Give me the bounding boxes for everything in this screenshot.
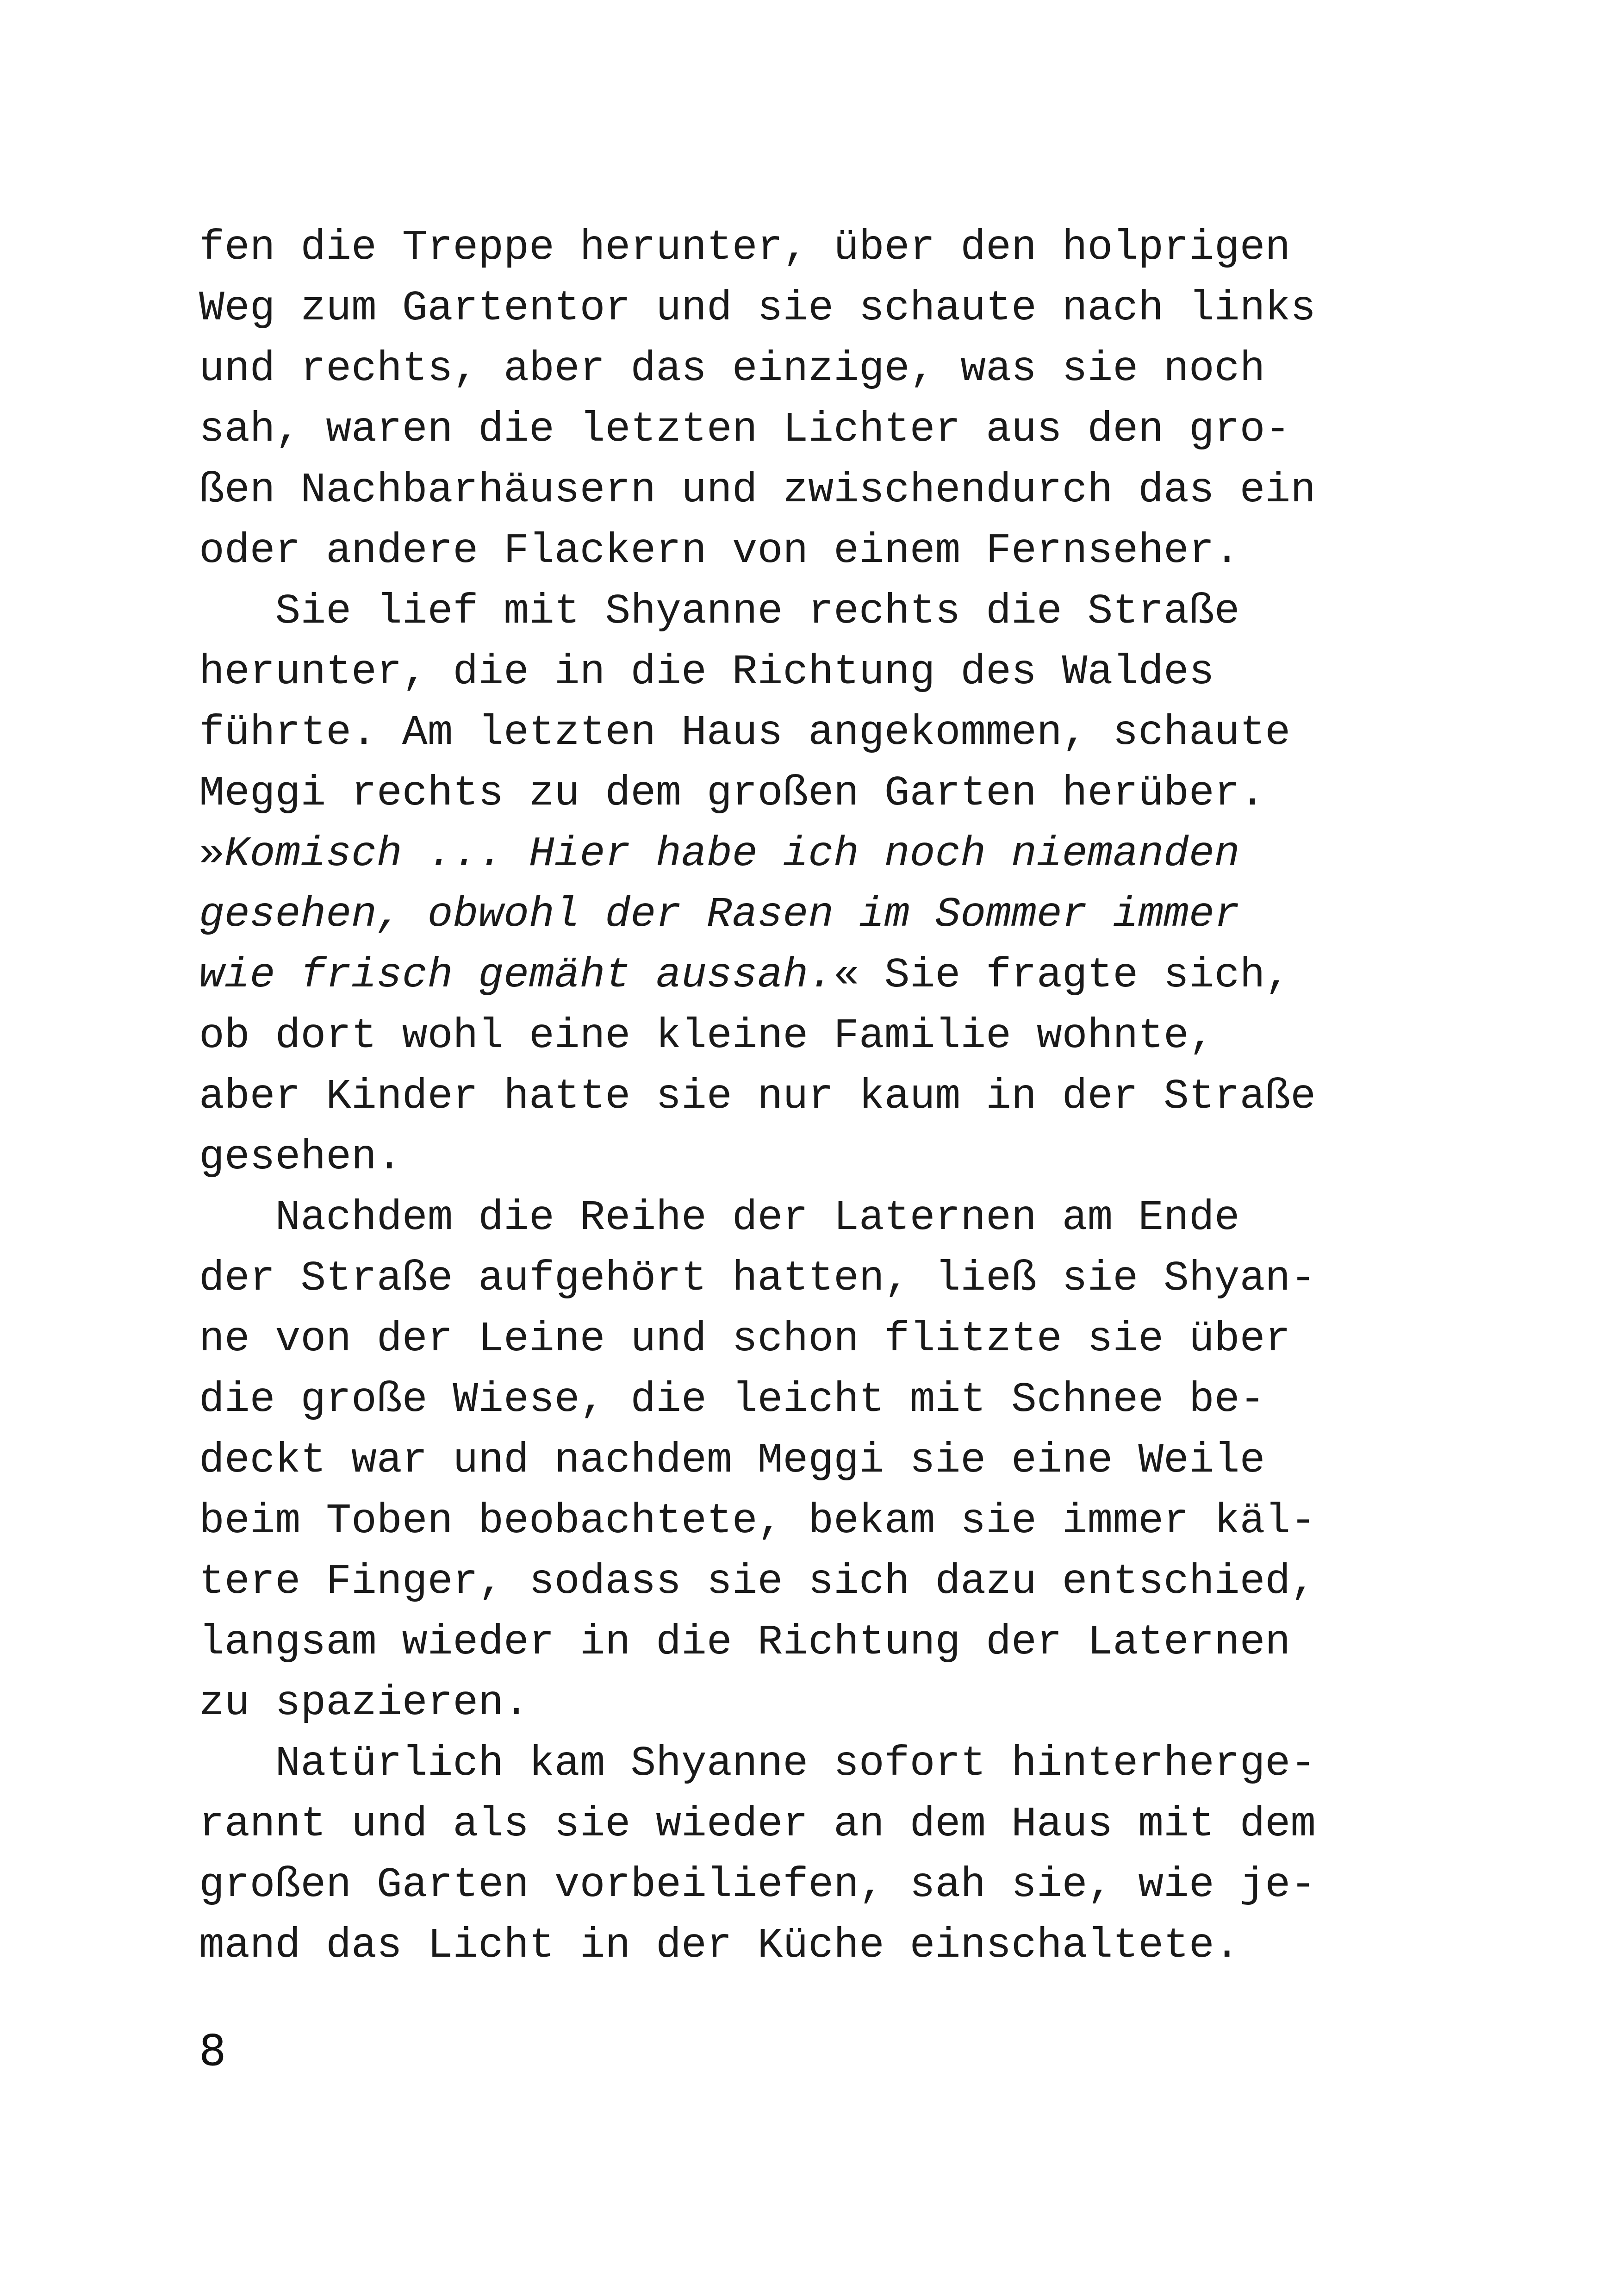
text-line (199, 824, 1449, 885)
italic-text-segment: wie frisch gemäht aussah. (199, 952, 834, 999)
page-number: 8 (199, 2026, 226, 2075)
text-line (199, 1794, 1449, 1855)
text-segment: großen Garten vorbeiliefen, sah sie, wie je- (199, 1861, 1316, 1909)
text-line (199, 1067, 1449, 1127)
text-line (199, 1188, 1449, 1248)
text-segment: mand das Licht in der Küche einschaltete. (199, 1922, 1240, 1970)
text-line (199, 1855, 1449, 1915)
text-segment: beim Toben beobachtete, bekam sie immer käl- (199, 1497, 1316, 1545)
text-segment: gesehen. (199, 1134, 402, 1181)
text-line (199, 1734, 1449, 1794)
text-line (199, 218, 1449, 278)
body-text (199, 218, 1449, 1976)
text-segment: herunter, die in die Richtung des Waldes (199, 649, 1214, 696)
text-line (199, 642, 1449, 703)
text-line (199, 763, 1449, 824)
text-segment: langsam wieder in die Richtung der Laternen (199, 1619, 1291, 1666)
text-line (199, 1248, 1449, 1309)
text-segment: und rechts, aber das einzige, was sie noch (199, 345, 1265, 393)
text-line (199, 1552, 1449, 1612)
text-line (199, 339, 1449, 399)
text-line (199, 1915, 1449, 1976)
text-line (199, 1673, 1449, 1734)
text-line (199, 460, 1449, 521)
text-line (199, 703, 1449, 763)
text-line (199, 1370, 1449, 1430)
text-segment: ne von der Leine und schon flitzte sie über (199, 1316, 1291, 1363)
text-segment: sah, waren die letzten Lichter aus den gro- (199, 406, 1291, 454)
text-line (199, 1430, 1449, 1491)
text-segment: Weg zum Gartentor und sie schaute nach links (199, 285, 1316, 332)
text-segment: zu spazieren. (199, 1679, 529, 1727)
text-segment: Meggi rechts zu dem großen Garten herüber. (199, 770, 1265, 817)
text-segment: die große Wiese, die leicht mit Schnee be- (199, 1376, 1265, 1424)
text-segment: tere Finger, sodass sie sich dazu entschied, (199, 1558, 1316, 1606)
text-segment: Natürlich kam Shyanne sofort hinterherge- (199, 1740, 1316, 1788)
text-line (199, 1006, 1449, 1067)
text-segment: Nachdem die Reihe der Laternen am Ende (199, 1194, 1240, 1242)
text-segment: « Sie fragte sich, (834, 952, 1291, 999)
text-line (199, 521, 1449, 581)
text-segment: fen die Treppe herunter, über den holprigen (199, 224, 1291, 272)
text-line (199, 1491, 1449, 1552)
text-segment: aber Kinder hatte sie nur kaum in der Straße (199, 1073, 1316, 1121)
text-segment: oder andere Flackern von einem Fernseher. (199, 527, 1240, 575)
text-line (199, 278, 1449, 339)
text-segment: deckt war und nachdem Meggi sie eine Weile (199, 1437, 1265, 1485)
italic-text-segment: Komisch ... Hier habe ich noch niemanden (224, 830, 1240, 878)
text-segment: » (199, 830, 224, 878)
text-line (199, 399, 1449, 460)
text-line (199, 1612, 1449, 1673)
text-line (199, 1127, 1449, 1188)
text-segment: ßen Nachbarhäusern und zwischendurch das ein (199, 467, 1316, 514)
italic-text-segment: gesehen, obwohl der Rasen im Sommer immer (199, 891, 1240, 939)
text-line (199, 885, 1449, 945)
text-segment: der Straße aufgehört hatten, ließ sie Shyan- (199, 1255, 1316, 1303)
text-segment: ob dort wohl eine kleine Familie wohnte, (199, 1012, 1214, 1060)
text-segment: führte. Am letzten Haus angekommen, schaute (199, 709, 1291, 757)
text-segment: Sie lief mit Shyanne rechts die Straße (199, 588, 1240, 636)
text-line (199, 581, 1449, 642)
text-segment: rannt und als sie wieder an dem Haus mit dem (199, 1801, 1316, 1848)
text-line (199, 945, 1449, 1006)
text-line (199, 1309, 1449, 1370)
